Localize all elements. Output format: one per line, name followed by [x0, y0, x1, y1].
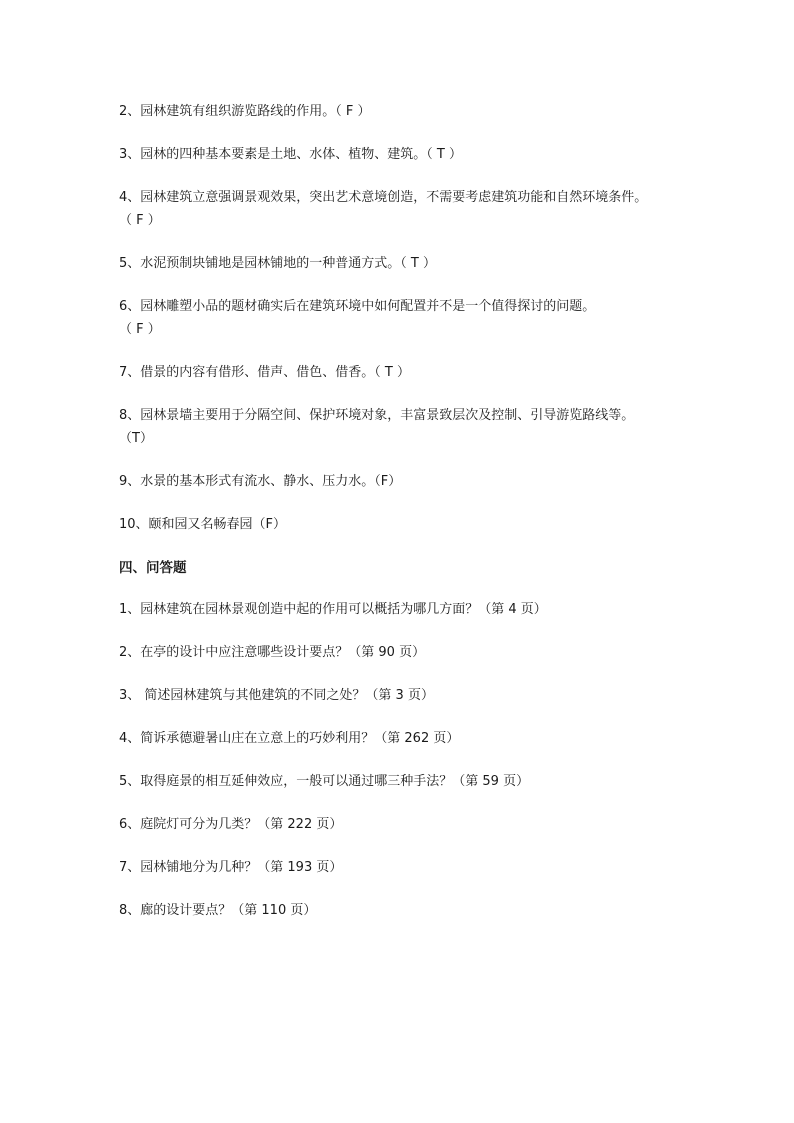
question-3: 3、 简述园林建筑与其他建筑的不同之处？（第 3 页） [119, 688, 434, 703]
judgement-item-7: 7、借景的内容有借形、借声、借色、借香。（ T ） [119, 365, 410, 380]
section-heading-qa: 四、问答题 [119, 560, 187, 576]
judgement-item-9: 9、水景的基本形式有流水、静水、压力水。（F） [119, 474, 402, 489]
judgement-item-8-answer: （T） [119, 431, 153, 446]
judgement-item-8: 8、园林景墙主要用于分隔空间、保护环境对象，丰富景致层次及控制、引导游览路线等。 [119, 408, 635, 423]
question-5: 5、取得庭景的相互延伸效应，一般可以通过哪三种手法？（第 59 页） [119, 774, 530, 789]
judgement-item-5: 5、水泥预制块铺地是园林铺地的一种普通方式。（ T ） [119, 256, 436, 271]
judgement-item-6-answer: （ F ） [119, 322, 161, 337]
judgement-item-2: 2、园林建筑有组织游览路线的作用。（ F ） [119, 104, 371, 119]
question-8: 8、廊的设计要点？（第 110 页） [119, 903, 317, 918]
question-6: 6、庭院灯可分为几类？（第 222 页） [119, 817, 343, 832]
judgement-item-3: 3、园林的四种基本要素是土地、水体、植物、建筑。（ T ） [119, 147, 462, 162]
question-2: 2、在亭的设计中应注意哪些设计要点？（第 90 页） [119, 645, 426, 660]
question-4: 4、简诉承德避暑山庄在立意上的巧妙利用？（第 262 页） [119, 731, 460, 746]
judgement-item-4-answer: （ F ） [119, 213, 161, 228]
judgement-item-6: 6、园林雕塑小品的题材确实后在建筑环境中如何配置并不是一个值得探讨的问题。 [119, 299, 596, 314]
question-1: 1、园林建筑在园林景观创造中起的作用可以概括为哪几方面？（第 4 页） [119, 602, 547, 617]
judgement-item-10: 10、颐和园又名畅春园（F） [119, 517, 287, 532]
question-7: 7、园林铺地分为几种？（第 193 页） [119, 860, 343, 875]
judgement-item-4: 4、园林建筑立意强调景观效果，突出艺术意境创造，不需要考虑建筑功能和自然环境条件。 [119, 190, 648, 205]
